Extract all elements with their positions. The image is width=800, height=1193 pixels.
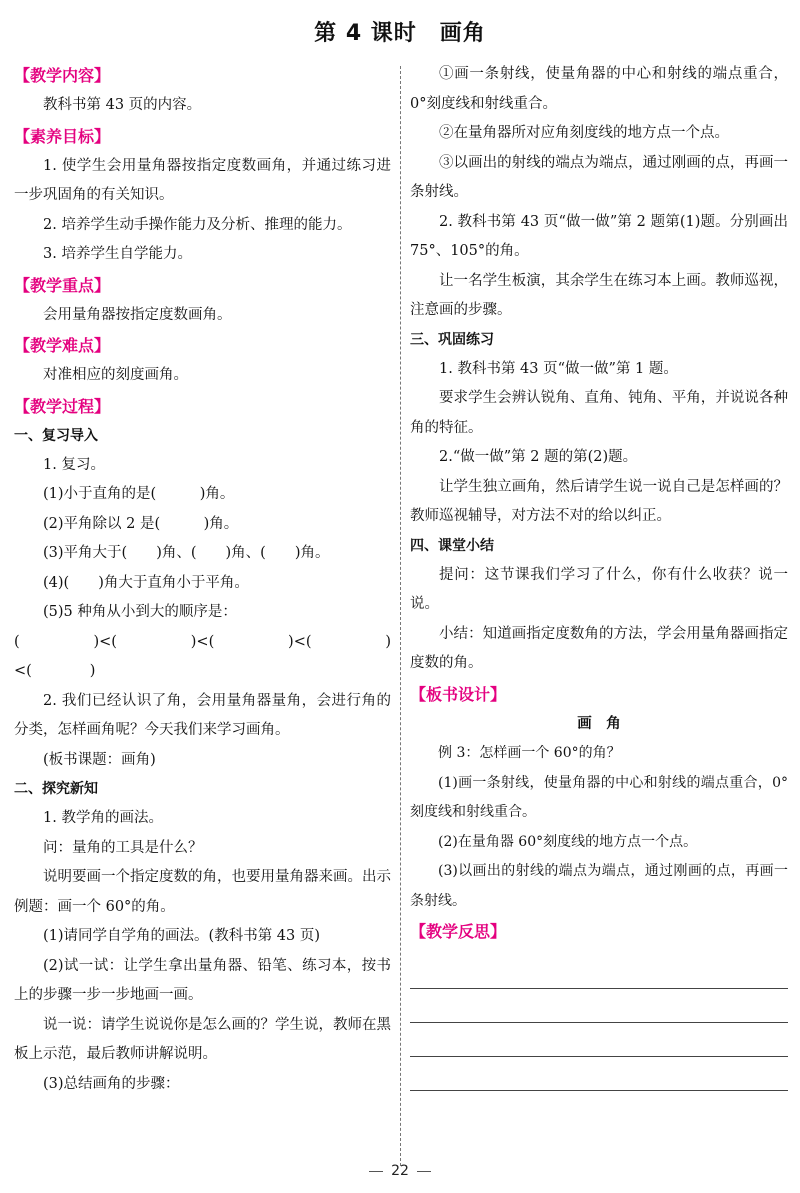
paragraph: 1. 使学生会用量角器按指定度数画角，并通过练习进一步巩固角的有关知识。 [14,157,391,203]
reflection-lines [410,961,788,1091]
paragraph: 问：量角的工具是什么？ [43,839,203,856]
paragraph: 小结：知道画指定度数角的方法，学会用量角器画指定度数的角。 [410,625,788,671]
section-tag: 【板书设计】 [410,684,507,704]
paragraph: 2. 我们已经认识了角，会用量角器量角，会进行角的分类，怎样画角呢？今天我们来学习画角。 [14,692,391,738]
paragraph: 让一名学生板演，其余学生在练习本上画。教师巡视，注意画的步骤。 [410,272,788,318]
paragraph: 对准相应的刻度画角。 [43,367,188,383]
paragraph: (2)平角除以 2 是( )角。 [43,515,239,532]
section-tag: 【教学内容】 [14,66,111,85]
board-line: (1)画一条射线，使量角器的中心和射线的端点重合，0°刻度线和射线重合。 [410,774,788,820]
paragraph: (板书课题：画角) [43,751,156,768]
paragraph: ③以画出的射线的端点为端点，通过刚画的点，再画一条射线。 [410,154,788,200]
section-heading: 三、巩固练习 [410,331,494,348]
paragraph: 3. 培养学生自学能力。 [43,246,192,262]
paragraph: 2.“做一做”第 2 题的第(2)题。 [439,449,638,465]
paragraph: (4)( )角大于直角小于平角。 [43,574,249,591]
ruled-line [410,961,788,989]
left-column [14,60,391,1099]
paragraph: 1. 教学角的画法。 [43,810,163,826]
section-tag: 【素养目标】 [14,126,111,146]
board-line: (3)以画出的射线的端点为端点，通过刚画的点，再画一条射线。 [410,863,788,909]
section-tag: 【教学反思】 [410,922,507,941]
paragraph: 2. 培养学生动手操作能力及分析、推理的能力。 [43,216,352,233]
board-line: (2)在量角器 60°刻度线的地方点一个点。 [438,833,698,850]
paragraph: ( )<( )<( )<( )<( ) [14,633,391,679]
paragraph: (2)试一试：让学生拿出量角器、铅笔、练习本，按书上的步骤一步一步地画一画。 [14,957,391,1003]
board-line: 例 3：怎样画一个 60°的角？ [438,745,621,761]
paragraph: (5)5 种角从小到大的顺序是： [43,604,237,620]
paragraph: (1)小于直角的是( )角。 [43,486,235,502]
ruled-line [410,995,788,1023]
section-heading: 一、复习导入 [14,427,98,444]
paragraph: 1. 教科书第 43 页“做一做”第 1 题。 [439,360,678,377]
paragraph: 1. 复习。 [43,456,105,473]
ruled-line [410,1063,788,1091]
paragraph: ②在量角器所对应角刻度线的地方点一个点。 [439,125,729,141]
section-heading: 四、课堂小结 [410,537,494,554]
board-title: 画 角 [577,715,621,732]
section-tag: 【教学难点】 [14,336,111,355]
page-number: 22 [391,1163,409,1179]
paragraph: 2. 教科书第 43 页“做一做”第 2 题第(1)题。分别画出 75°、105°的角。 [410,213,788,259]
section-tag: 【教学过程】 [14,396,111,416]
paragraph: 让学生独立画角，然后请学生说一说自己是怎样画的？教师巡视辅导，对方法不对的给以纠正。 [410,478,788,524]
page-title: 第 4 课时 画角 [314,21,486,46]
column-divider [400,66,401,1166]
page-footer [0,1163,800,1179]
paragraph: 要求学生会辨认锐角、直角、钝角、平角，并说说各种角的特征。 [410,390,788,436]
paragraph: ①画一条射线，使量角器的中心和射线的端点重合，0°刻度线和射线重合。 [410,66,788,112]
paragraph: (3)平角大于( )角、( )角、( )角。 [43,545,330,561]
paragraph: (1)请同学自学角的画法。(教科书第 43 页) [43,928,321,944]
paragraph: 教科书第 43 页的内容。 [43,97,202,113]
paragraph: 说明要画一个指定度数的角，也要用量角器来画。出示例题：画一个 60°的角。 [14,869,391,915]
paragraph: 说一说：请学生说说你是怎么画的？学生说，教师在黑板上示范，最后教师讲解说明。 [14,1016,391,1062]
paragraph: (3)总结画角的步骤： [43,1075,180,1092]
paragraph: 会用量角器按指定度数画角。 [43,306,232,323]
paragraph: 提问：这节课我们学习了什么，你有什么收获？说一说。 [410,566,788,612]
section-tag: 【教学重点】 [14,275,111,295]
right-column [410,60,788,1097]
ruled-line [410,1029,788,1057]
section-heading: 二、探究新知 [14,781,98,797]
